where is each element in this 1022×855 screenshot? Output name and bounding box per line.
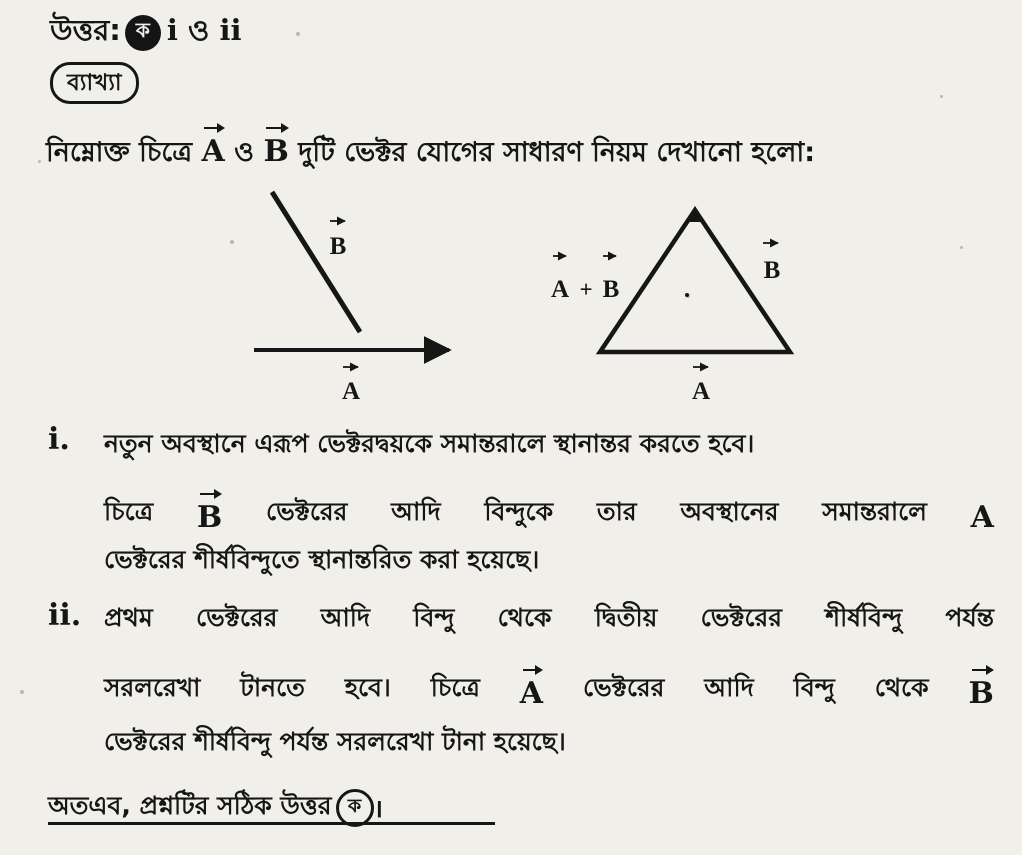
word: বিন্দু bbox=[793, 673, 835, 702]
word: তার bbox=[596, 497, 637, 526]
word: পর্যন্ত bbox=[945, 603, 994, 632]
word: থেকে bbox=[497, 603, 552, 632]
word: টানতে bbox=[240, 673, 305, 702]
intro-before: নিম্নোক্ত চিত্রে bbox=[46, 137, 193, 168]
left-label-b bbox=[330, 221, 347, 260]
left-label-b-text: B bbox=[329, 233, 347, 260]
answer-option-badge: ক bbox=[125, 15, 161, 51]
answer-line bbox=[50, 8, 241, 57]
vector-a-symbol: A bbox=[201, 134, 225, 169]
vector-b-symbol: B bbox=[196, 500, 223, 535]
paper-speck bbox=[38, 160, 41, 163]
triangle-center-dot bbox=[685, 293, 689, 297]
word: আদি bbox=[320, 603, 371, 632]
left-label-a-text: A bbox=[341, 378, 361, 405]
word: হবে। bbox=[344, 673, 391, 702]
item-1-numeral: i. bbox=[48, 422, 70, 457]
sum-label-a: A bbox=[550, 276, 570, 303]
word: থেকে bbox=[874, 673, 929, 702]
word: অবস্থানের bbox=[680, 497, 779, 526]
conclusion-end: । bbox=[373, 793, 383, 823]
left-label-a bbox=[342, 367, 360, 405]
sum-label bbox=[551, 256, 619, 303]
item-2-line-2 bbox=[104, 668, 994, 711]
word: চিত্রে bbox=[104, 497, 154, 526]
item-2-line-1 bbox=[104, 598, 994, 641]
word: সরলরেখা bbox=[104, 673, 201, 702]
vector-b-symbol: B bbox=[968, 676, 994, 711]
vector-b-line bbox=[272, 192, 360, 332]
conclusion-underline bbox=[48, 822, 495, 825]
word: প্রথম bbox=[104, 603, 153, 632]
vector-a-symbol: A bbox=[519, 676, 544, 711]
paper-speck bbox=[940, 95, 943, 98]
triangle-apex-arrowhead bbox=[686, 206, 704, 222]
vector-addition-diagram bbox=[0, 185, 1022, 415]
item-2-numeral: ii. bbox=[48, 598, 82, 633]
right-label-a-text: A bbox=[691, 378, 711, 405]
item-2-line-3: ভেক্টরের শীর্ষবিন্দু পর্যন্ত সরলরেখা টানা হয়েছে। bbox=[104, 727, 566, 756]
answer-label: উত্তর: bbox=[50, 13, 121, 47]
right-label-a bbox=[692, 367, 710, 405]
intro-and: ও bbox=[234, 137, 255, 168]
conclusion-text: অতএব, প্রশ্নটির সঠিক উত্তর bbox=[48, 791, 332, 820]
explanation-tag: ব্যাখ্যা bbox=[50, 62, 139, 104]
right-label-b bbox=[763, 243, 780, 284]
word: দ্বিতীয় bbox=[594, 603, 658, 632]
item-1-line-3: ভেক্টরের শীর্ষবিন্দুতে স্থানান্তরিত করা হয়েছে। bbox=[104, 545, 540, 574]
item-1-line-2 bbox=[104, 492, 994, 535]
vector-b-symbol: B bbox=[263, 134, 289, 169]
word: আদি bbox=[704, 673, 754, 702]
answer-value: i ও ii bbox=[166, 13, 242, 47]
paper-speck bbox=[296, 32, 300, 36]
word: চিত্রে bbox=[430, 673, 480, 702]
word: বিন্দুকে bbox=[484, 497, 554, 526]
sum-label-plus: + bbox=[579, 277, 593, 302]
word: আদি bbox=[391, 497, 441, 526]
item-1-line-1: নতুন অবস্থানে এরূপ ভেক্টরদ্বয়কে সমান্তরালে স্থানান্তর করতে হবে। bbox=[104, 429, 755, 458]
word: বিন্দু bbox=[413, 603, 455, 632]
vector-a-letter: A bbox=[970, 500, 994, 535]
sum-label-b: B bbox=[602, 276, 620, 303]
conclusion-option-badge: ক bbox=[336, 789, 374, 827]
word: ভেক্টরের bbox=[195, 603, 278, 632]
intro-after: দুটি ভেক্টর যোগের সাধারণ নিয়ম দেখানো হলো: bbox=[298, 137, 815, 168]
word: ভেক্টরের bbox=[700, 603, 783, 632]
paper-speck bbox=[20, 690, 24, 694]
word: শীর্ষবিন্দু bbox=[825, 603, 903, 632]
resultant-triangle bbox=[600, 210, 790, 352]
word: ভেক্টরের bbox=[582, 673, 665, 702]
intro-sentence bbox=[46, 132, 815, 177]
word: ভেক্টরের bbox=[265, 497, 348, 526]
word: সমান্তরালে bbox=[822, 497, 927, 526]
right-label-b-text: B bbox=[763, 257, 781, 284]
